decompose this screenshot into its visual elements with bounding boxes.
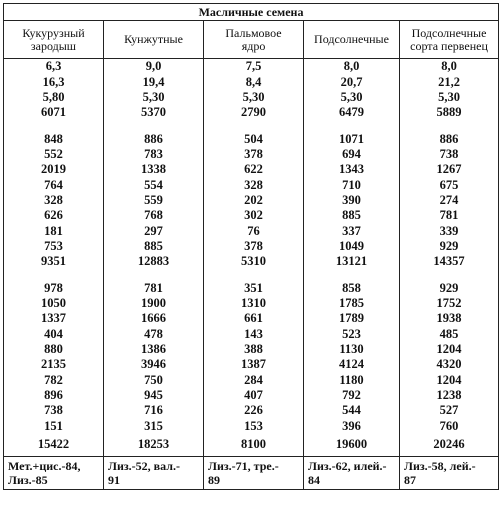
table-cell: 1387 <box>204 357 304 372</box>
table-row <box>4 223 499 238</box>
table-row <box>4 59 499 75</box>
table-cell: 929 <box>400 239 499 254</box>
table-cell: 315 <box>104 419 204 434</box>
table-cell: 1180 <box>304 373 400 388</box>
source-row <box>4 456 499 489</box>
table-cell: 378 <box>204 147 304 162</box>
column-header-3 <box>204 21 304 59</box>
table-row <box>4 311 499 326</box>
source-line: Лиз.-85 <box>8 472 48 487</box>
table-cell: 622 <box>204 162 304 177</box>
column-header-line: Подсолнечные <box>411 25 487 40</box>
table-cell: 5,80 <box>4 90 104 105</box>
table-cell: 297 <box>104 223 204 238</box>
table-cell: 5,30 <box>400 90 499 105</box>
table-cell: 284 <box>204 373 304 388</box>
table-cell: 274 <box>400 193 499 208</box>
table-cell: 782 <box>4 373 104 388</box>
table-cell: 781 <box>104 280 204 295</box>
column-header-line: зародыш <box>30 38 77 53</box>
table-cell <box>400 120 499 131</box>
table-cell: 4124 <box>304 357 400 372</box>
table-cell: 1338 <box>104 162 204 177</box>
table-cell: 337 <box>304 223 400 238</box>
table-row <box>4 239 499 254</box>
table-cell: 396 <box>304 419 400 434</box>
table-cell: 886 <box>400 131 499 146</box>
table-cell: 885 <box>104 239 204 254</box>
column-header-4 <box>304 21 400 59</box>
table-cell: 523 <box>304 327 400 342</box>
table-cell: 151 <box>4 419 104 434</box>
table-cell: 880 <box>4 342 104 357</box>
table-cell: 1785 <box>304 296 400 311</box>
table-cell: 661 <box>204 311 304 326</box>
table-row <box>4 208 499 223</box>
table-cell <box>204 269 304 280</box>
table-cell: 1130 <box>304 342 400 357</box>
table-cell: 16,3 <box>4 74 104 89</box>
source-line: 91 <box>108 472 120 487</box>
table-cell: 1071 <box>304 131 400 146</box>
table-cell: 388 <box>204 342 304 357</box>
table-cell: 885 <box>304 208 400 223</box>
table-cell: 858 <box>304 280 400 295</box>
column-header-line: Подсолнечные <box>314 32 389 46</box>
table-cell: 404 <box>4 327 104 342</box>
source-cell <box>104 456 204 489</box>
table-cell: 143 <box>204 327 304 342</box>
table-cell: 226 <box>204 403 304 418</box>
table-cell: 4320 <box>400 357 499 372</box>
table-cell: 14357 <box>400 254 499 269</box>
table-cell: 504 <box>204 131 304 146</box>
table-cell: 339 <box>400 223 499 238</box>
source-line: Лиз.-62, илей.- <box>308 458 387 473</box>
table-cell: 21,2 <box>400 74 499 89</box>
table-cell: 738 <box>400 147 499 162</box>
table-cell: 9351 <box>4 254 104 269</box>
table-cell <box>4 269 104 280</box>
table-cell: 716 <box>104 403 204 418</box>
table-cell: 552 <box>4 147 104 162</box>
table-cell: 351 <box>204 280 304 295</box>
table-cell: 2135 <box>4 357 104 372</box>
table-cell: 5889 <box>400 105 499 120</box>
table-cell: 750 <box>104 373 204 388</box>
table-cell: 1050 <box>4 296 104 311</box>
column-header-2 <box>104 21 204 59</box>
table-cell: 1752 <box>400 296 499 311</box>
table-cell: 5,30 <box>204 90 304 105</box>
table-row <box>4 327 499 342</box>
source-line: 87 <box>404 472 416 487</box>
table-cell: 945 <box>104 388 204 403</box>
source-line: Мет.+цис.-84, <box>8 458 81 473</box>
table-cell: 6,3 <box>4 59 104 75</box>
table-cell: 9,0 <box>104 59 204 75</box>
column-header-line: сорта первенец <box>410 38 488 53</box>
table-cell: 12883 <box>104 254 204 269</box>
table-cell: 8100 <box>204 434 304 457</box>
table-cell: 1666 <box>104 311 204 326</box>
table-cell: 76 <box>204 223 304 238</box>
table-cell: 181 <box>4 223 104 238</box>
total-row <box>4 434 499 457</box>
table-cell: 1789 <box>304 311 400 326</box>
table-super-header: Масличные семена <box>4 4 499 21</box>
table-cell: 929 <box>400 280 499 295</box>
source-line: Лиз.-52, вал.- <box>108 458 180 473</box>
table-cell <box>104 269 204 280</box>
table-cell: 5,30 <box>304 90 400 105</box>
table-cell: 202 <box>204 193 304 208</box>
table-row <box>4 254 499 269</box>
table-row <box>4 177 499 192</box>
table-row <box>4 74 499 89</box>
table-row <box>4 419 499 434</box>
group-spacer-row <box>4 269 499 280</box>
table-cell <box>304 269 400 280</box>
table-row <box>4 90 499 105</box>
table-cell: 764 <box>4 177 104 192</box>
oilseed-table <box>3 3 499 490</box>
table-cell: 783 <box>104 147 204 162</box>
table-row <box>4 131 499 146</box>
table-cell: 328 <box>4 193 104 208</box>
table-cell: 527 <box>400 403 499 418</box>
source-cell <box>204 456 304 489</box>
table-cell: 1204 <box>400 373 499 388</box>
table-cell: 6071 <box>4 105 104 120</box>
table-cell: 694 <box>304 147 400 162</box>
table-row <box>4 162 499 177</box>
table-cell: 1337 <box>4 311 104 326</box>
column-header-1 <box>4 21 104 59</box>
table-cell: 390 <box>304 193 400 208</box>
table-cell: 1310 <box>204 296 304 311</box>
table-cell: 554 <box>104 177 204 192</box>
table-row <box>4 296 499 311</box>
source-line: 89 <box>208 472 220 487</box>
table-cell: 20,7 <box>304 74 400 89</box>
column-header-line: Кукурузный <box>22 25 85 40</box>
table-cell: 781 <box>400 208 499 223</box>
table-cell: 1343 <box>304 162 400 177</box>
table-row <box>4 388 499 403</box>
table-cell: 559 <box>104 193 204 208</box>
table-cell: 5310 <box>204 254 304 269</box>
table-cell <box>104 120 204 131</box>
table-body <box>4 59 499 490</box>
table-cell <box>400 269 499 280</box>
table-cell: 5370 <box>104 105 204 120</box>
table-cell <box>4 120 104 131</box>
table-cell: 378 <box>204 239 304 254</box>
table-cell: 19600 <box>304 434 400 457</box>
table-cell: 15422 <box>4 434 104 457</box>
table-cell: 768 <box>104 208 204 223</box>
table-cell: 978 <box>4 280 104 295</box>
column-header-line: Пальмовое <box>225 25 282 40</box>
group-spacer-row <box>4 120 499 131</box>
table-cell: 896 <box>4 388 104 403</box>
table-cell <box>304 120 400 131</box>
table-cell: 2790 <box>204 105 304 120</box>
source-cell <box>4 456 104 489</box>
table-cell: 6479 <box>304 105 400 120</box>
table-row <box>4 357 499 372</box>
source-line: Лиз.-58, лей.- <box>404 458 476 473</box>
table-row <box>4 342 499 357</box>
table-cell: 675 <box>400 177 499 192</box>
table-cell: 886 <box>104 131 204 146</box>
table-cell: 1938 <box>400 311 499 326</box>
table-cell: 738 <box>4 403 104 418</box>
table-cell <box>204 120 304 131</box>
table-cell: 792 <box>304 388 400 403</box>
table-cell: 478 <box>104 327 204 342</box>
table-cell: 5,30 <box>104 90 204 105</box>
table-cell: 8,0 <box>400 59 499 75</box>
table-cell: 1386 <box>104 342 204 357</box>
source-cell <box>400 456 499 489</box>
table-row <box>4 105 499 120</box>
table-cell: 8,0 <box>304 59 400 75</box>
table-cell: 485 <box>400 327 499 342</box>
table-cell: 2019 <box>4 162 104 177</box>
table-cell: 20246 <box>400 434 499 457</box>
table-row <box>4 193 499 208</box>
table-cell: 328 <box>204 177 304 192</box>
column-header-5 <box>400 21 499 59</box>
source-cell <box>304 456 400 489</box>
table-row <box>4 280 499 295</box>
table-cell: 13121 <box>304 254 400 269</box>
table-cell: 153 <box>204 419 304 434</box>
source-line: 84 <box>308 472 320 487</box>
table-cell: 1267 <box>400 162 499 177</box>
table-cell: 19,4 <box>104 74 204 89</box>
column-header-row <box>4 21 499 59</box>
table-cell: 710 <box>304 177 400 192</box>
table-cell: 3946 <box>104 357 204 372</box>
table-cell: 8,4 <box>204 74 304 89</box>
table-cell: 626 <box>4 208 104 223</box>
table-row <box>4 373 499 388</box>
table-cell: 1900 <box>104 296 204 311</box>
table-cell: 753 <box>4 239 104 254</box>
column-header-line: ядро <box>241 38 266 53</box>
table-cell: 760 <box>400 419 499 434</box>
table-cell: 1204 <box>400 342 499 357</box>
table-cell: 544 <box>304 403 400 418</box>
table-cell: 848 <box>4 131 104 146</box>
table-row <box>4 147 499 162</box>
table-cell: 1238 <box>400 388 499 403</box>
table-cell: 302 <box>204 208 304 223</box>
table-cell: 7,5 <box>204 59 304 75</box>
table-cell: 407 <box>204 388 304 403</box>
column-header-line: Кунжутные <box>124 32 183 46</box>
source-line: Лиз.-71, тре.- <box>208 458 279 473</box>
table-row <box>4 403 499 418</box>
table-cell: 18253 <box>104 434 204 457</box>
table-cell: 1049 <box>304 239 400 254</box>
